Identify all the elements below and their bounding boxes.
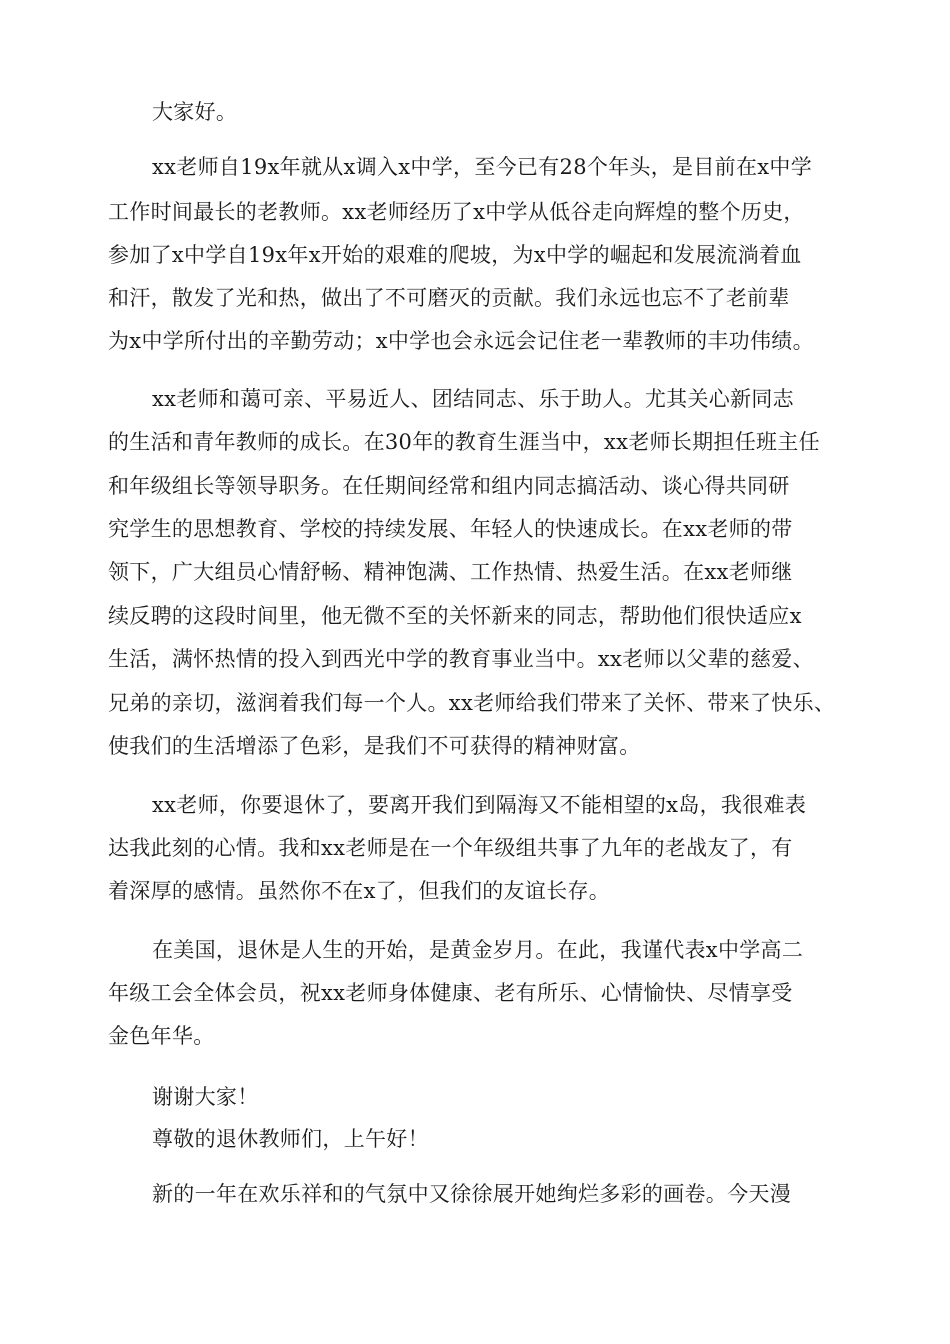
paragraph-5-line-1: 新的一年在欢乐祥和的气氛中又徐徐展开她绚烂多彩的画卷。今天漫: [152, 1182, 791, 1206]
paragraph-1-line-5: 为x中学所付出的辛勤劳动；x中学也会永远会记住老一辈教师的丰功伟绩。: [108, 329, 814, 353]
paragraph-2-line-7: 生活，满怀热情的投入到西光中学的教育事业当中。xx老师以父辈的慈爱、: [108, 647, 814, 671]
paragraph-2-line-2: 的生活和青年教师的成长。在30年的教育生涯当中，xx老师长期担任班主任: [108, 430, 820, 454]
paragraph-4-line-2: 年级工会全体会员，祝xx老师身体健康、老有所乐、心情愉快、尽情享受: [108, 981, 793, 1005]
paragraph-2-line-8: 兄弟的亲切，滋润着我们每一个人。xx老师给我们带来了关怀、带来了快乐、: [108, 691, 836, 715]
paragraph-1-line-3: 参加了x中学自19x年x开始的艰难的爬坡，为x中学的崛起和发展流淌着血: [108, 243, 802, 267]
paragraph-2-line-3: 和年级组长等领导职务。在任期间经常和组内同志搞活动、谈心得共同研: [108, 474, 790, 498]
paragraph-2-line-1: xx老师和蔼可亲、平易近人、团结同志、乐于助人。尤其关心新同志: [152, 387, 794, 411]
paragraph-3-line-1: xx老师，你要退休了，要离开我们到隔海又不能相望的x岛，我很难表: [152, 793, 807, 817]
paragraph-2-line-6: 续反聘的这段时间里，他无微不至的关怀新来的同志，帮助他们很快适应x: [108, 604, 802, 628]
paragraph-3-line-3: 着深厚的感情。虽然你不在x了，但我们的友谊长存。: [108, 879, 611, 903]
paragraph-1-line-4: 和汗，散发了光和热，做出了不可磨灭的贡献。我们永远也忘不了老前辈: [108, 286, 790, 310]
thanks-line: 谢谢大家！: [152, 1085, 259, 1109]
paragraph-2-line-9: 使我们的生活增添了色彩，是我们不可获得的精神财富。: [108, 734, 641, 758]
paragraph-3-line-2: 达我此刻的心情。我和xx老师是在一个年级组共事了九年的老战友了，有: [108, 836, 793, 860]
paragraph-2-line-5: 领下，广大组员心情舒畅、精神饱满、工作热情、热爱生活。在xx老师继: [108, 560, 793, 584]
paragraph-4-line-1: 在美国，退休是人生的开始，是黄金岁月。在此，我谨代表x中学高二: [152, 938, 804, 962]
paragraph-1-line-1: xx老师自19x年就从x调入x中学，至今已有28个年头，是目前在x中学: [152, 155, 813, 179]
greeting-line: 大家好。: [152, 100, 238, 124]
paragraph-1-line-2: 工作时间最长的老教师。xx老师经历了x中学从低谷走向辉煌的整个历史，: [108, 200, 805, 224]
paragraph-4-line-3: 金色年华。: [108, 1024, 215, 1048]
paragraph-2-line-4: 究学生的思想教育、学校的持续发展、年轻人的快速成长。在xx老师的带: [108, 517, 793, 541]
salutation-line: 尊敬的退休教师们，上午好！: [152, 1127, 429, 1151]
